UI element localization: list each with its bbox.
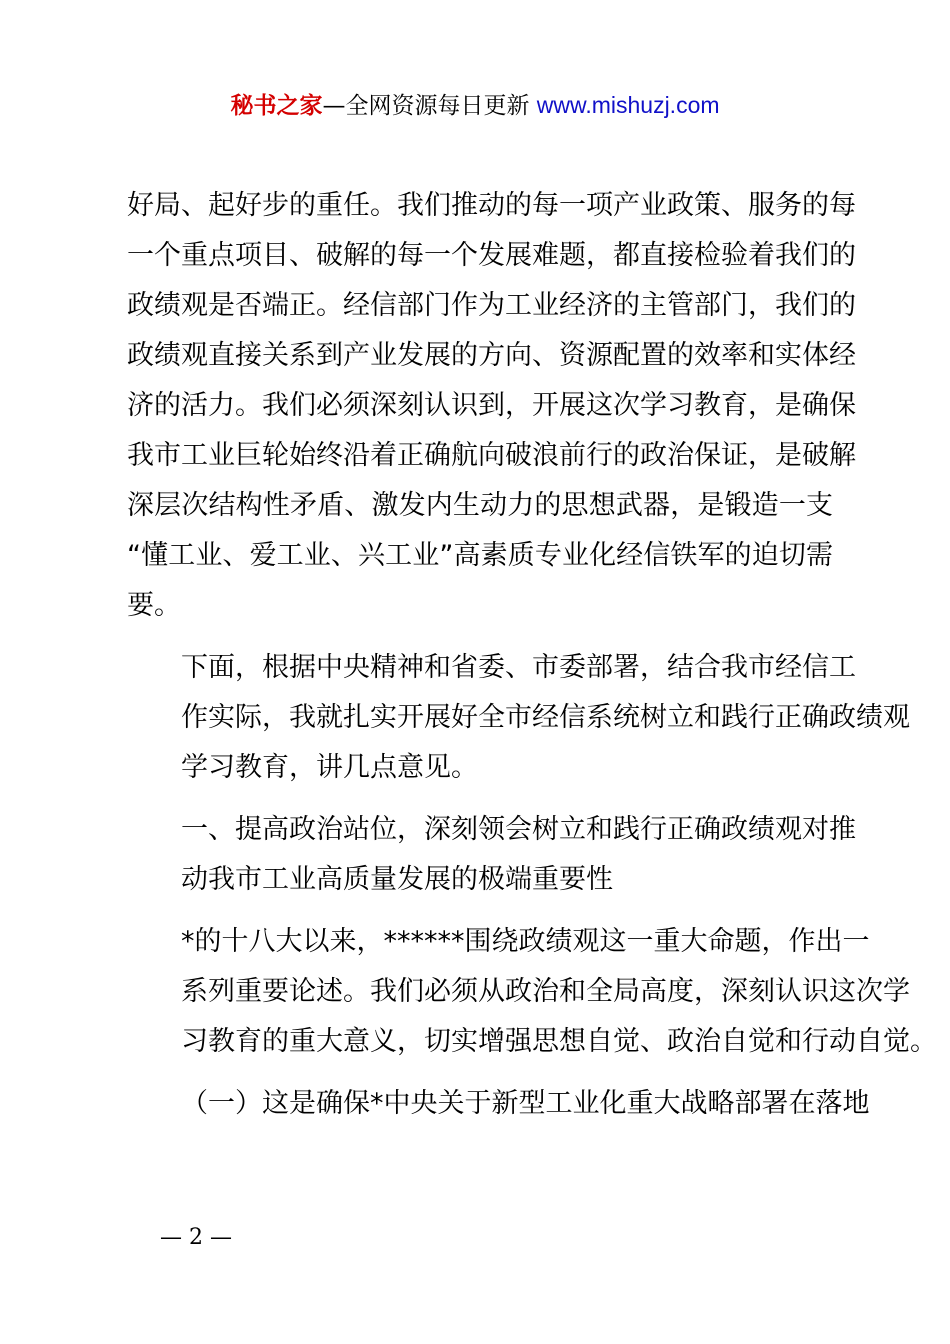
text-line: *的十八大以来，******围绕政绩观这一重大命题，作出一 [181, 926, 870, 957]
text-line: 政绩观直接关系到产业发展的方向、资源配置的效率和实体经 [127, 340, 856, 371]
text-line: （一）这是确保*中央关于新型工业化重大战略部署在落地 [181, 1088, 870, 1119]
text-line: 好局、起好步的重任。我们推动的每一项产业政策、服务的每 [127, 190, 856, 221]
text-line: 下面，根据中央精神和省委、市委部署，结合我市经信工 [181, 652, 856, 683]
text-line: 习教育的重大意义，切实增强思想自觉、政治自觉和行动自觉。 [181, 1026, 937, 1057]
paragraph [127, 643, 910, 793]
paragraph [127, 1079, 870, 1129]
document-body [127, 181, 937, 1141]
text-line: 作实际，我就扎实开展好全市经信系统树立和践行正确政绩观 [181, 702, 910, 733]
page-number: — 2 — [160, 1225, 232, 1250]
text-line: 动我市工业高质量发展的极端重要性 [181, 864, 613, 895]
text-line: 我市工业巨轮始终沿着正确航向破浪前行的政治保证，是破解 [127, 440, 856, 471]
paragraph [127, 805, 856, 905]
text-line: 系列重要论述。我们必须从政治和全局高度，深刻认识这次学 [181, 976, 910, 1007]
paragraph [127, 181, 856, 631]
header-brand: 秘书之家 [230, 93, 323, 119]
text-line: 深层次结构性矛盾、激发内生动力的思想武器，是锻造一支 [127, 490, 833, 521]
text-line: 学习教育，讲几点意见。 [181, 752, 478, 783]
header-url-link[interactable]: www.mishuzj.com [536, 92, 720, 118]
page-header [0, 88, 950, 123]
text-line: 政绩观是否端正。经信部门作为工业经济的主管部门，我们的 [127, 290, 856, 321]
text-line: 要。 [127, 590, 181, 621]
text-line: 一个重点项目、破解的每一个发展难题，都直接检验着我们的 [127, 240, 856, 271]
header-tagline: —全网资源每日更新 [322, 93, 537, 119]
text-line: “懂工业、爱工业、兴工业”高素质专业化经信铁军的迫切需 [127, 540, 833, 571]
text-line: 济的活力。我们必须深刻认识到，开展这次学习教育，是确保 [127, 390, 856, 421]
text-line: 一、提高政治站位，深刻领会树立和践行正确政绩观对推 [181, 814, 856, 845]
paragraph [127, 917, 937, 1067]
